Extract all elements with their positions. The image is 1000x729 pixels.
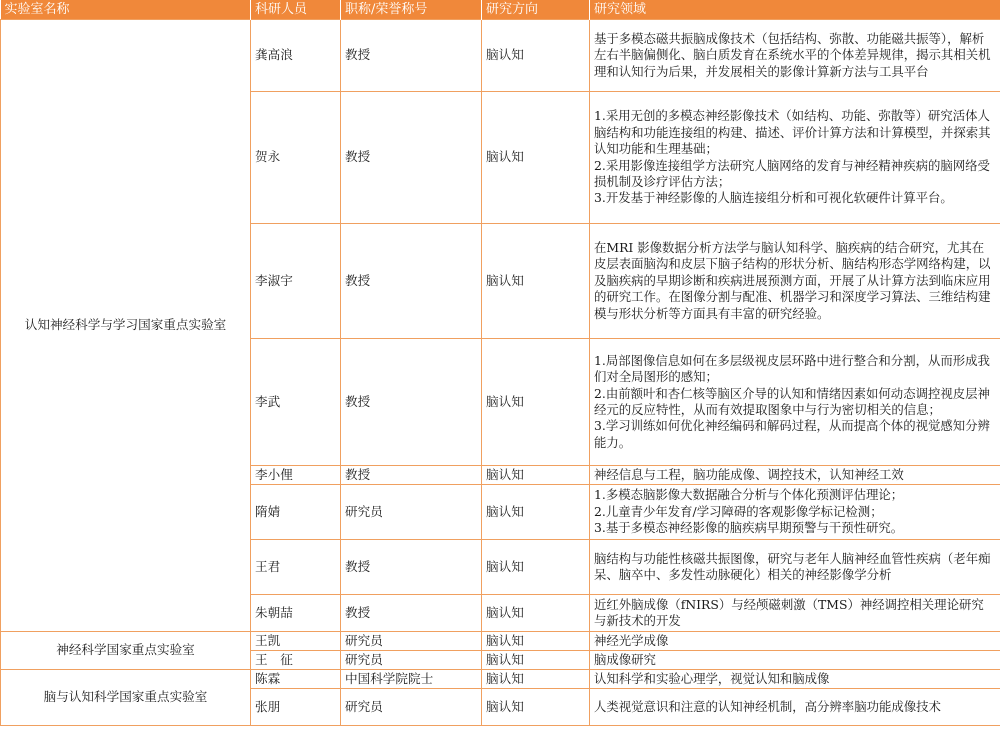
title-cell: 教授 — [341, 339, 482, 466]
header-lab-name: 实验室名称 — [1, 0, 251, 20]
researcher-cell: 李淑宇 — [251, 224, 341, 339]
title-cell: 研究员 — [341, 632, 482, 651]
research-area-item: 1.采用无创的多模态神经影像技术（如结构、功能、弥散等）研究活体人脑结构和功能连接组的构建、描述、评价计算方法和计算模型，并探索其认知功能和生理基础； — [594, 108, 991, 157]
research-area-item: 脑结构与功能性核磁共振图像，研究与老年人脑神经血管性疾病（老年痴呆、脑卒中、多发性动脉硬化）相关的神经影像学分析 — [594, 550, 991, 582]
direction-cell: 脑认知 — [482, 670, 590, 689]
title-cell: 教授 — [341, 595, 482, 632]
header-area: 研究领域 — [590, 0, 1000, 20]
lab-name-cell: 脑与认知科学国家重点实验室 — [1, 670, 251, 726]
direction-cell: 脑认知 — [482, 339, 590, 466]
research-area-cell — [590, 466, 1000, 485]
research-area-item: 2.由前额叶和杏仁核等脑区介导的认知和情绪因素如何动态调控视皮层神经元的反应特性，从而有效提取图象中与行为密切相关的信息； — [594, 385, 990, 417]
researcher-cell: 龚高浪 — [251, 20, 341, 92]
direction-cell: 脑认知 — [482, 92, 590, 224]
title-cell: 教授 — [341, 92, 482, 224]
header-title: 职称/荣誉称号 — [341, 0, 482, 20]
researcher-cell: 李武 — [251, 339, 341, 466]
research-area-cell — [590, 632, 1000, 651]
research-area-cell — [590, 339, 1000, 466]
title-cell: 教授 — [341, 224, 482, 339]
research-area-item: 在MRI 影像数据分析方法学与脑认知科学、脑疾病的结合研究，尤其在皮层表面脑沟和皮层下脑子结构的形状分析、脑结构形态学网络构建，以及脑疾病的早期诊断和疾病进展预测方面，开展了从计算方法到临床应用的研究工作。在图像分割与配准、机器学习和深度学习算法、三维结构建模与形状分析等方面具有丰富的研究经验。 — [594, 240, 991, 321]
researcher-cell: 张朋 — [251, 689, 341, 726]
researcher-cell: 贺永 — [251, 92, 341, 224]
direction-cell: 脑认知 — [482, 485, 590, 540]
researcher-cell: 李小俚 — [251, 466, 341, 485]
direction-cell: 脑认知 — [482, 595, 590, 632]
research-area-item: 3.开发基于神经影像的人脑连接组分析和可视化软硬件计算平台。 — [594, 190, 953, 206]
lab-name-cell: 认知神经科学与学习国家重点实验室 — [1, 20, 251, 632]
direction-cell: 脑认知 — [482, 689, 590, 726]
researcher-cell: 王 征 — [251, 651, 341, 670]
researcher-cell: 隋婧 — [251, 485, 341, 540]
research-area-item: 神经信息与工程，脑功能成像、调控技术，认知神经工效 — [594, 466, 904, 482]
research-area-item: 3.学习训练如何优化神经编码和解码过程，从而提高个体的视觉感知分辨能力。 — [594, 418, 990, 450]
header-researcher: 科研人员 — [251, 0, 341, 20]
research-area-cell — [590, 689, 1000, 726]
title-cell: 中国科学院院士 — [341, 670, 482, 689]
direction-cell: 脑认知 — [482, 632, 590, 651]
direction-cell: 脑认知 — [482, 224, 590, 339]
direction-cell: 脑认知 — [482, 466, 590, 485]
table-row — [1, 670, 1000, 689]
title-cell: 教授 — [341, 20, 482, 92]
header-direction: 研究方向 — [482, 0, 590, 20]
research-area-item: 基于多模态磁共振脑成像技术（包括结构、弥散、功能磁共振等），解析左右半脑偏侧化、脑白质发育在系统水平的个体差异规律，揭示其相关机理和认知行为后果，并发展相关的影像计算新方法与工具平台 — [594, 30, 991, 79]
research-area-cell — [590, 651, 1000, 670]
table-row — [1, 20, 1000, 92]
table-header-row — [1, 0, 1000, 20]
research-area-item: 认知科学和实验心理学，视觉认知和脑成像 — [594, 670, 830, 686]
research-area-item: 近红外脑成像（fNIRS）与经颅磁刺激（TMS）神经调控相关理论研究与新技术的开发 — [594, 596, 984, 628]
research-area-item: 1.局部图像信息如何在多层级视皮层环路中进行整合和分割，从而形成我们对全局图形的感知； — [594, 352, 990, 385]
table-row — [1, 632, 1000, 651]
direction-cell: 脑认知 — [482, 651, 590, 670]
direction-cell: 脑认知 — [482, 20, 590, 92]
research-area-cell — [590, 485, 1000, 540]
title-cell: 研究员 — [341, 485, 482, 540]
researcher-cell: 王君 — [251, 540, 341, 595]
research-area-cell — [590, 20, 1000, 92]
research-area-cell — [590, 670, 1000, 689]
title-cell: 教授 — [341, 466, 482, 485]
researcher-cell: 王凯 — [251, 632, 341, 651]
research-area-item: 脑成像研究 — [594, 651, 656, 667]
title-cell: 研究员 — [341, 651, 482, 670]
research-area-cell — [590, 595, 1000, 632]
research-area-item: 2.采用影像连接组学方法研究人脑网络的发育与神经精神疾病的脑网络受损机制及诊疗评估方法； — [594, 157, 990, 189]
title-cell: 研究员 — [341, 689, 482, 726]
research-area-item: 3.基于多模态神经影像的脑疾病早期预警与干预性研究。 — [594, 520, 904, 536]
lab-name-cell: 神经科学国家重点实验室 — [1, 632, 251, 670]
title-cell: 教授 — [341, 540, 482, 595]
researcher-cell: 陈霖 — [251, 670, 341, 689]
direction-cell: 脑认知 — [482, 540, 590, 595]
researcher-cell: 朱朝喆 — [251, 595, 341, 632]
research-area-item: 2.儿童青少年发育/学习障碍的客观影像学标记检测； — [594, 503, 883, 519]
research-area-item: 1.多模态脑影像大数据融合分析与个体化预测评估理论； — [594, 487, 904, 503]
research-area-cell — [590, 92, 1000, 224]
research-area-item: 神经光学成像 — [594, 632, 669, 648]
research-area-cell — [590, 224, 1000, 339]
research-area-cell — [590, 540, 1000, 595]
research-area-item: 人类视觉意识和注意的认知神经机制，高分辨率脑功能成像技术 — [594, 698, 941, 714]
